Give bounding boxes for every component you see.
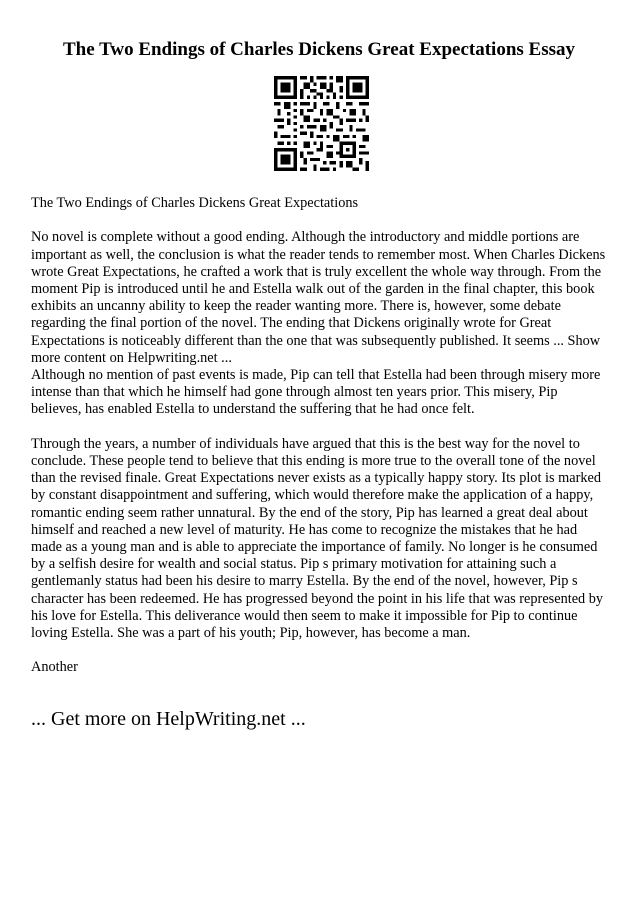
essay-paragraph-1: No novel is complete without a good ending. Although the introductory and middle portions are important as well, the conclusion is what the reader tends to remember most. When Charles Dickens wrote Great Expectations, he crafted a work that is truly excellent the whole way through. From the moment Pip is introduced until he and Estella walk out of the garden in the final chapter, this book exhibits an uncanny ability to keep the reader wanting more. There is, however, some debate regarding the final portion of the novel. The ending that Dickens originally wrote for Great Expectations is noticeably different than the one that was subsequently published. It seems ... Show more content on Helpwriting.net ... [31, 229, 606, 366]
qr-code-icon [274, 76, 369, 171]
essay-body [31, 195, 611, 694]
essay-paragraph-3: Through the years, a number of individuals have argued that this is the best way for the novel to conclude. These people tend to believe that this ending is more true to the overall tone of the novel than the revised finale. Great Expectations never exists as a typically happy story. Its plot is marked by constant disappointment and suffering, which would therefore make the application of a happy, romantic ending seem rather unnatural. By the end of the story, Pip has learned a great deal about himself and reached a new level of maturity. He has come to recognize the mistakes that he had made as a young man and is able to appreciate the importance of family. No longer is he consumed by a selfish desire for wealth and social status. Pip s primary motivation for attaining such a gentlemanly status had been his desire to marry Estella. By the end of the novel, however, Pip s character has been redeemed. He has progressed beyond the point in his life that was represented by his love for Estella. This deliverance would then seem to make it impossible for Pip to continue loving Estella. She was a part of his youth; Pip, however, has become a man. [31, 435, 604, 642]
essay-paragraph-2: Although no mention of past events is made, Pip can tell that Estella had been through misery more intense than that which he himself had gone through almost ten years prior. This misery, Pip believes, has enabled Estella to understand the suffering that he had once felt. [31, 367, 601, 418]
qr-code-graphic [274, 76, 369, 171]
essay-paragraph-4: Another [31, 659, 78, 676]
document-title: The Two Endings of Charles Dickens Great Expectations Essay [63, 39, 575, 60]
get-more-link[interactable]: ... Get more on HelpWriting.net ... [31, 708, 306, 730]
essay-subtitle: The Two Endings of Charles Dickens Great Expectations [31, 195, 359, 211]
